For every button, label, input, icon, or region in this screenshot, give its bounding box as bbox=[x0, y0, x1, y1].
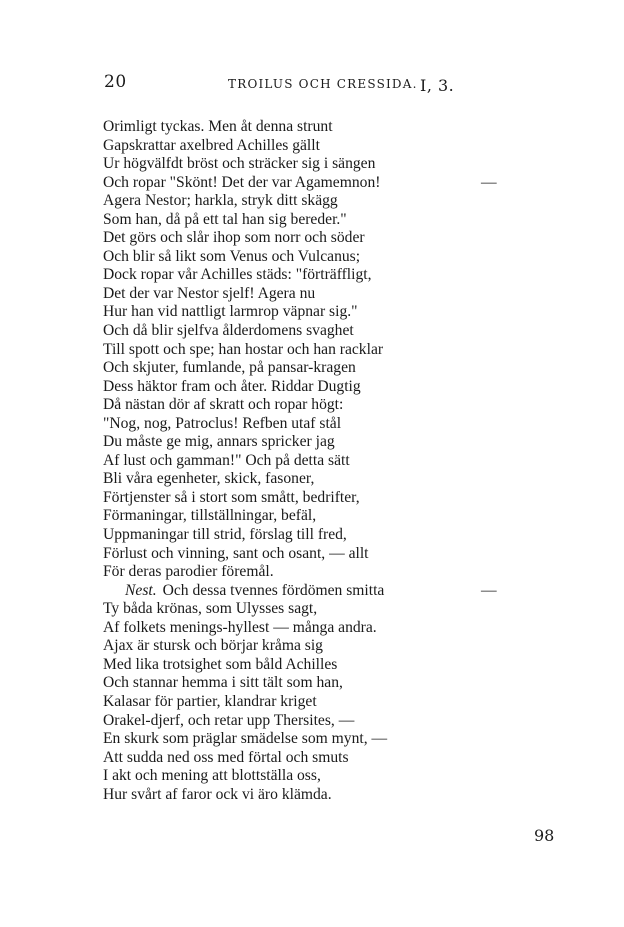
verse-line bbox=[103, 266, 503, 285]
verse-line bbox=[103, 489, 503, 508]
signature-mark: 98 bbox=[534, 826, 555, 845]
verse-line bbox=[103, 118, 503, 137]
verse-line-text: Bli våra egenheter, skick, fasoner, bbox=[103, 470, 315, 488]
verse-line-text: Ur högvälfdt bröst och sträcker sig i sängen bbox=[103, 155, 376, 173]
verse-line-text: Agera Nestor; harkla, stryk ditt skägg bbox=[103, 192, 338, 210]
verse-line-text: Kalasar för partier, klandrar kriget bbox=[103, 692, 317, 710]
page-number: 20 bbox=[104, 72, 127, 92]
speaker-name: Nest. bbox=[125, 581, 157, 599]
verse-line-text: Till spott och spe; han hostar och han racklar bbox=[103, 340, 384, 358]
verse-line bbox=[103, 192, 503, 211]
verse-line bbox=[103, 637, 503, 656]
verse-line bbox=[103, 229, 503, 248]
verse-line-text: Då nästan dör af skratt och ropar högt: bbox=[103, 396, 344, 414]
verse-line-text: Och då blir sjelfva ålderdomens svaghet bbox=[103, 322, 354, 340]
verse-line-text: Med lika trotsighet som båld Achilles bbox=[103, 655, 338, 673]
verse-line bbox=[103, 786, 503, 805]
verse-line-text: Och stannar hemma i sitt tält som han, bbox=[103, 674, 343, 692]
verse-line bbox=[103, 341, 503, 360]
verse-line-text: Det görs och slår ihop som norr och söder bbox=[103, 229, 365, 247]
verse-line-text: Ajax är stursk och börjar kråma sig bbox=[103, 637, 323, 655]
verse-line bbox=[103, 415, 503, 434]
verse-line bbox=[103, 174, 503, 193]
verse-line-text: Hur svårt af faror ock vi äro klämda. bbox=[103, 785, 332, 803]
verse-line bbox=[103, 433, 503, 452]
verse-line-text: Dess häktor fram och åter. Riddar Dugtig bbox=[103, 377, 361, 395]
verse-line-text: För deras parodier föremål. bbox=[103, 563, 274, 581]
verse-line-text: Ty båda krönas, som Ulysses sagt, bbox=[103, 600, 318, 618]
line-end-dash: — bbox=[481, 173, 497, 191]
verse-line bbox=[103, 303, 503, 322]
verse-line bbox=[103, 767, 503, 786]
verse-line bbox=[103, 137, 503, 156]
verse-text-block bbox=[103, 118, 503, 804]
verse-line-text: Förtjenster så i stort som smått, bedrifter, bbox=[103, 488, 360, 506]
verse-line bbox=[103, 248, 503, 267]
verse-line-text: Det der var Nestor sjelf! Agera nu bbox=[103, 284, 316, 302]
verse-line bbox=[103, 619, 503, 638]
line-end-dash: — bbox=[481, 581, 497, 599]
verse-line-text: I akt och mening att blottställa oss, bbox=[103, 767, 321, 785]
verse-line-text: Orimligt tyckas. Men åt denna strunt bbox=[103, 118, 333, 135]
verse-line bbox=[103, 211, 503, 230]
verse-line-text: Förlust och vinning, sant och osant, — allt bbox=[103, 544, 369, 562]
verse-line-text: Och skjuter, fumlande, på pansar-kragen bbox=[103, 359, 356, 377]
verse-line-text: Orakel-djerf, och retar upp Thersites, — bbox=[103, 711, 355, 729]
verse-line bbox=[103, 582, 503, 601]
act-scene-reference: I, 3. bbox=[420, 76, 455, 95]
verse-line bbox=[103, 285, 503, 304]
verse-line bbox=[103, 526, 503, 545]
verse-line-text: Som han, då på ett tal han sig bereder." bbox=[103, 210, 347, 228]
verse-line bbox=[103, 712, 503, 731]
verse-line bbox=[103, 674, 503, 693]
verse-line-text: "Nog, nog, Patroclus! Refben utaf stål bbox=[103, 414, 342, 432]
verse-line-text: Af folkets menings-hyllest — många andra. bbox=[103, 618, 377, 636]
verse-line bbox=[103, 600, 503, 619]
verse-line-text: Hur han vid nattligt larmrop väpnar sig." bbox=[103, 303, 358, 321]
verse-line-text: Förmaningar, tillställningar, befäl, bbox=[103, 507, 317, 525]
verse-line bbox=[103, 155, 503, 174]
verse-line-text: Uppmaningar till strid, förslag till fred, bbox=[103, 526, 347, 544]
verse-line bbox=[103, 656, 503, 675]
verse-line-text: Och ropar "Skönt! Det der var Agamemnon! bbox=[103, 173, 381, 191]
verse-line bbox=[103, 470, 503, 489]
verse-line-text: En skurk som präglar smädelse som mynt, — bbox=[103, 730, 388, 748]
verse-line-text: Dock ropar vår Achilles städs: "förträffligt, bbox=[103, 266, 372, 284]
verse-line bbox=[103, 359, 503, 378]
verse-line bbox=[103, 396, 503, 415]
verse-line-text: Att sudda ned oss med förtal och smuts bbox=[103, 748, 349, 766]
running-title: TROILUS OCH CRESSIDA. bbox=[228, 77, 418, 91]
verse-line bbox=[103, 693, 503, 712]
verse-line bbox=[103, 322, 503, 341]
verse-line-text: Af lust och gamman!" Och på detta sätt bbox=[103, 451, 350, 469]
verse-line bbox=[103, 378, 503, 397]
verse-line bbox=[103, 452, 503, 471]
verse-line-text: Och dessa tvennes fördömen smitta bbox=[162, 581, 385, 599]
verse-line bbox=[103, 730, 503, 749]
verse-line-text: Gapskrattar axelbred Achilles gällt bbox=[103, 136, 320, 154]
verse-line bbox=[103, 563, 503, 582]
verse-line bbox=[103, 507, 503, 526]
verse-line bbox=[103, 749, 503, 768]
verse-line-text: Du måste ge mig, annars spricker jag bbox=[103, 433, 335, 451]
verse-line bbox=[103, 545, 503, 564]
verse-line-text: Och blir så likt som Venus och Vulcanus; bbox=[103, 247, 361, 265]
